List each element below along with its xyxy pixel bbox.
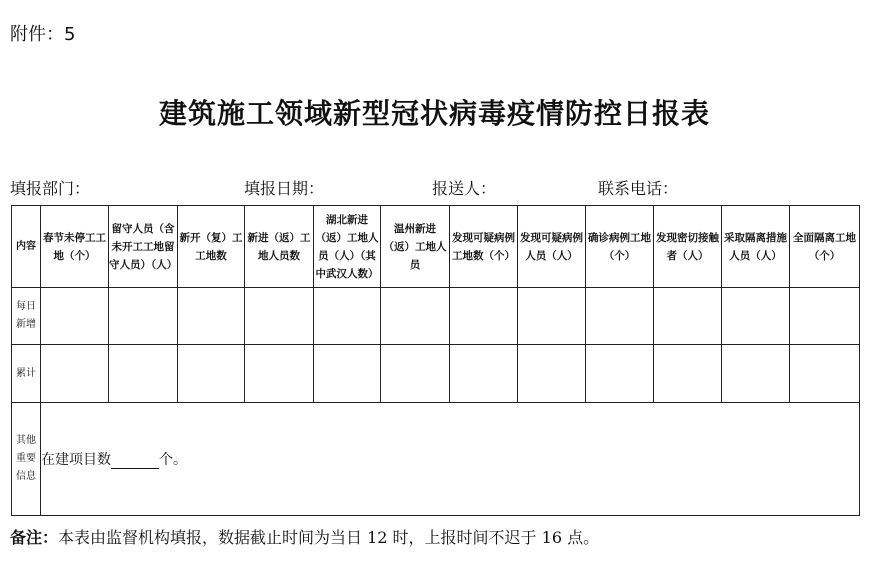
note-label: 备注： [10, 528, 59, 547]
data-cell[interactable] [245, 345, 314, 402]
data-cell[interactable] [314, 345, 381, 402]
other-info-cell[interactable] [41, 402, 860, 515]
table-row-total [12, 345, 860, 402]
data-cell[interactable] [381, 345, 450, 402]
row-label-daily: 每日新增 [16, 301, 36, 331]
data-cell[interactable] [381, 288, 450, 345]
header-cell: 新进（返）工地人员数 [245, 206, 314, 288]
data-cell[interactable] [586, 345, 654, 402]
header-cell: 留守人员（含未开工工地留守人员）（人） [109, 206, 178, 288]
other-prefix: 在建项目数 [41, 451, 111, 468]
footnote [10, 525, 599, 548]
header-cell: 春节未停工工地（个） [41, 206, 109, 288]
data-cell[interactable] [450, 288, 518, 345]
row-label-other: 其他重要信息 [16, 434, 36, 482]
sender-label: 报送人： [432, 179, 497, 198]
table-row-other [12, 402, 860, 515]
data-cell[interactable] [109, 345, 178, 402]
data-cell[interactable] [722, 288, 790, 345]
header-cell: 湖北新进（返）工地人员（人）（其中武汉人数） [314, 206, 381, 288]
header-cell: 发现可疑病例人员（人） [518, 206, 586, 288]
data-cell[interactable] [654, 288, 722, 345]
page-title: 建筑施工领域新型冠状病毒疫情防控日报表 [158, 97, 710, 130]
project-count-blank[interactable] [111, 454, 159, 469]
data-cell[interactable] [450, 345, 518, 402]
header-cell: 内容 [12, 206, 41, 288]
header-cell: 发现可疑病例工地数（个） [450, 206, 518, 288]
report-table [11, 205, 860, 516]
other-suffix: 个。 [159, 451, 187, 468]
row-label-total: 累计 [16, 367, 36, 379]
header-row [12, 206, 860, 288]
data-cell[interactable] [790, 345, 860, 402]
table-row-daily [12, 288, 860, 345]
data-cell[interactable] [178, 288, 245, 345]
header-cell: 采取隔离措施人员（人） [722, 206, 790, 288]
header-cell: 新开（复）工工地数 [178, 206, 245, 288]
data-cell[interactable] [41, 345, 109, 402]
fill-dept-label: 填报部门： [10, 179, 91, 198]
header-cell: 发现密切接触者（人） [654, 206, 722, 288]
header-cell: 温州新进（返）工地人员 [381, 206, 450, 288]
data-cell[interactable] [518, 288, 586, 345]
phone-label: 联系电话： [598, 179, 679, 198]
header-cell: 全面隔离工地（个） [790, 206, 860, 288]
data-cell[interactable] [586, 288, 654, 345]
data-cell[interactable] [41, 288, 109, 345]
data-cell[interactable] [722, 345, 790, 402]
fill-date-label: 填报日期： [244, 179, 325, 198]
data-cell[interactable] [178, 345, 245, 402]
data-cell[interactable] [654, 345, 722, 402]
data-cell[interactable] [790, 288, 860, 345]
data-cell[interactable] [245, 288, 314, 345]
attachment-label: 附件：5 [10, 24, 76, 45]
data-cell[interactable] [518, 345, 586, 402]
note-text: 本表由监督机构填报，数据截止时间为当日 12 时，上报时间不迟于 16 点。 [58, 528, 600, 547]
data-cell[interactable] [314, 288, 381, 345]
header-cell: 确诊病例工地（个） [586, 206, 654, 288]
data-cell[interactable] [109, 288, 178, 345]
